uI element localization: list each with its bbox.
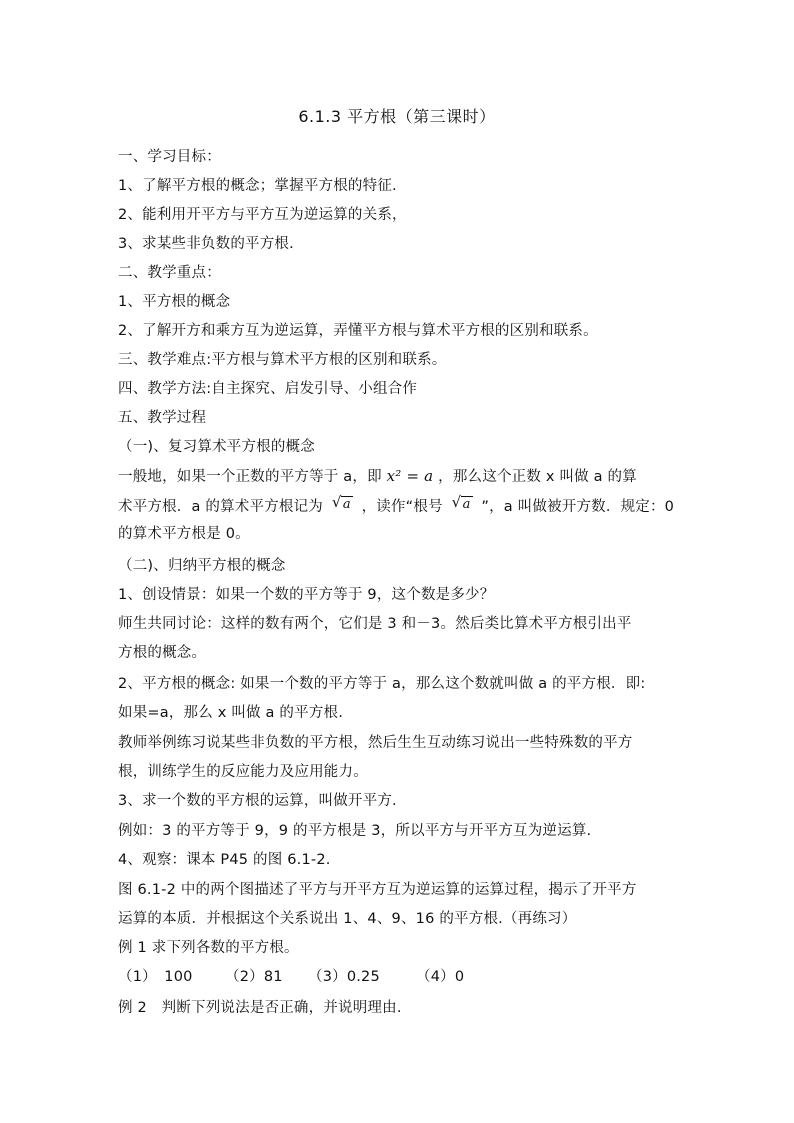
example-item: （1） 100 (118, 969, 193, 985)
key-point-item: 2、了解开方和乘方互为逆运算，弄懂平方根与算术平方根的区别和联系。 (118, 323, 598, 339)
paragraph-line: 4、观察：课本 P45 的图 6.1-2. (118, 852, 331, 868)
definition-line: 术平方根．a 的算术平方根记为 √ a ，读作“根号 √ a ”，a 叫做被开方数．规定：0 (118, 493, 675, 515)
paragraph-line: 3、求一个数的平方根的运算，叫做开平方. (118, 793, 397, 809)
example-item: （2）81 (225, 969, 283, 985)
paragraph-line: 图 6.1-2 中的两个图描述了平方与开平方互为逆运算的运算过程，揭示了开平方 (118, 882, 637, 898)
paragraph-line: 师生共同讨论：这样的数有两个，它们是 3 和－3。然后类比算术平方根引出平 (118, 616, 632, 632)
section-heading-methods: 四、教学方法:自主探究、启发引导、小组合作 (118, 381, 418, 397)
objective-item: 1、了解平方根的概念；掌握平方根的特征. (118, 178, 397, 194)
definition-line: 一般地，如果一个正数的平方等于 a，即 x² = a ，那么这个正数 x 叫做 a 的算 (118, 467, 637, 485)
example-heading: 例 1 求下列各数的平方根。 (118, 940, 299, 956)
definition-line: 的算术平方根是 0。 (118, 526, 250, 542)
subsection-heading-review: （一)、复习算术平方根的概念 (118, 439, 315, 455)
section-heading-key-points: 二、教学重点： (118, 265, 221, 281)
paragraph-line: 如果=a，那么 x 叫做 a 的平方根. (118, 705, 344, 721)
section-heading-difficulties: 三、教学难点:平方根与算术平方根的区别和联系。 (118, 352, 447, 368)
paragraph-line: 运算的本质．并根据这个关系说出 1、4、9、16 的平方根.（再练习） (118, 911, 577, 927)
example-heading: 例 2 判断下列说法是否正确，并说明理由. (118, 1000, 402, 1016)
example-1-items (118, 967, 698, 987)
sqrt-symbol: √ a (331, 493, 351, 512)
section-heading-process: 五、教学过程 (118, 410, 207, 426)
key-point-item: 1、平方根的概念 (118, 294, 231, 310)
paragraph-line: 2、平方根的概念: 如果一个数的平方等于 a，那么这个数就叫做 a 的平方根．即: (118, 676, 646, 692)
paragraph-line: 方根的概念。 (118, 645, 207, 661)
paragraph-line: 根，训练学生的反应能力及应用能力。 (118, 764, 368, 780)
section-heading-objectives: 一、学习目标： (118, 149, 221, 165)
objective-item: 2、能利用开平方与平方互为逆运算的关系， (118, 207, 407, 223)
equation: x² = a (386, 467, 434, 485)
paragraph-line: 例如：3 的平方等于 9，9 的平方根是 3，所以平方与开平方互为逆运算. (118, 823, 592, 839)
objective-item: 3、求某些非负数的平方根. (118, 236, 294, 252)
example-item: （4）0 (416, 969, 465, 985)
subsection-heading-concept: （二)、归纳平方根的概念 (118, 558, 286, 574)
paragraph-line: 教师举例练习说某些非负数的平方根，然后生生互动练习说出一些特殊数的平方 (118, 735, 633, 751)
example-item: （3）0.25 (308, 969, 380, 985)
paragraph-line: 1、创设情景：如果一个数的平方等于 9，这个数是多少？ (118, 587, 495, 603)
sqrt-symbol: √ a (451, 493, 471, 512)
page-title: 6.1.3 平方根（第三课时） (298, 107, 496, 126)
